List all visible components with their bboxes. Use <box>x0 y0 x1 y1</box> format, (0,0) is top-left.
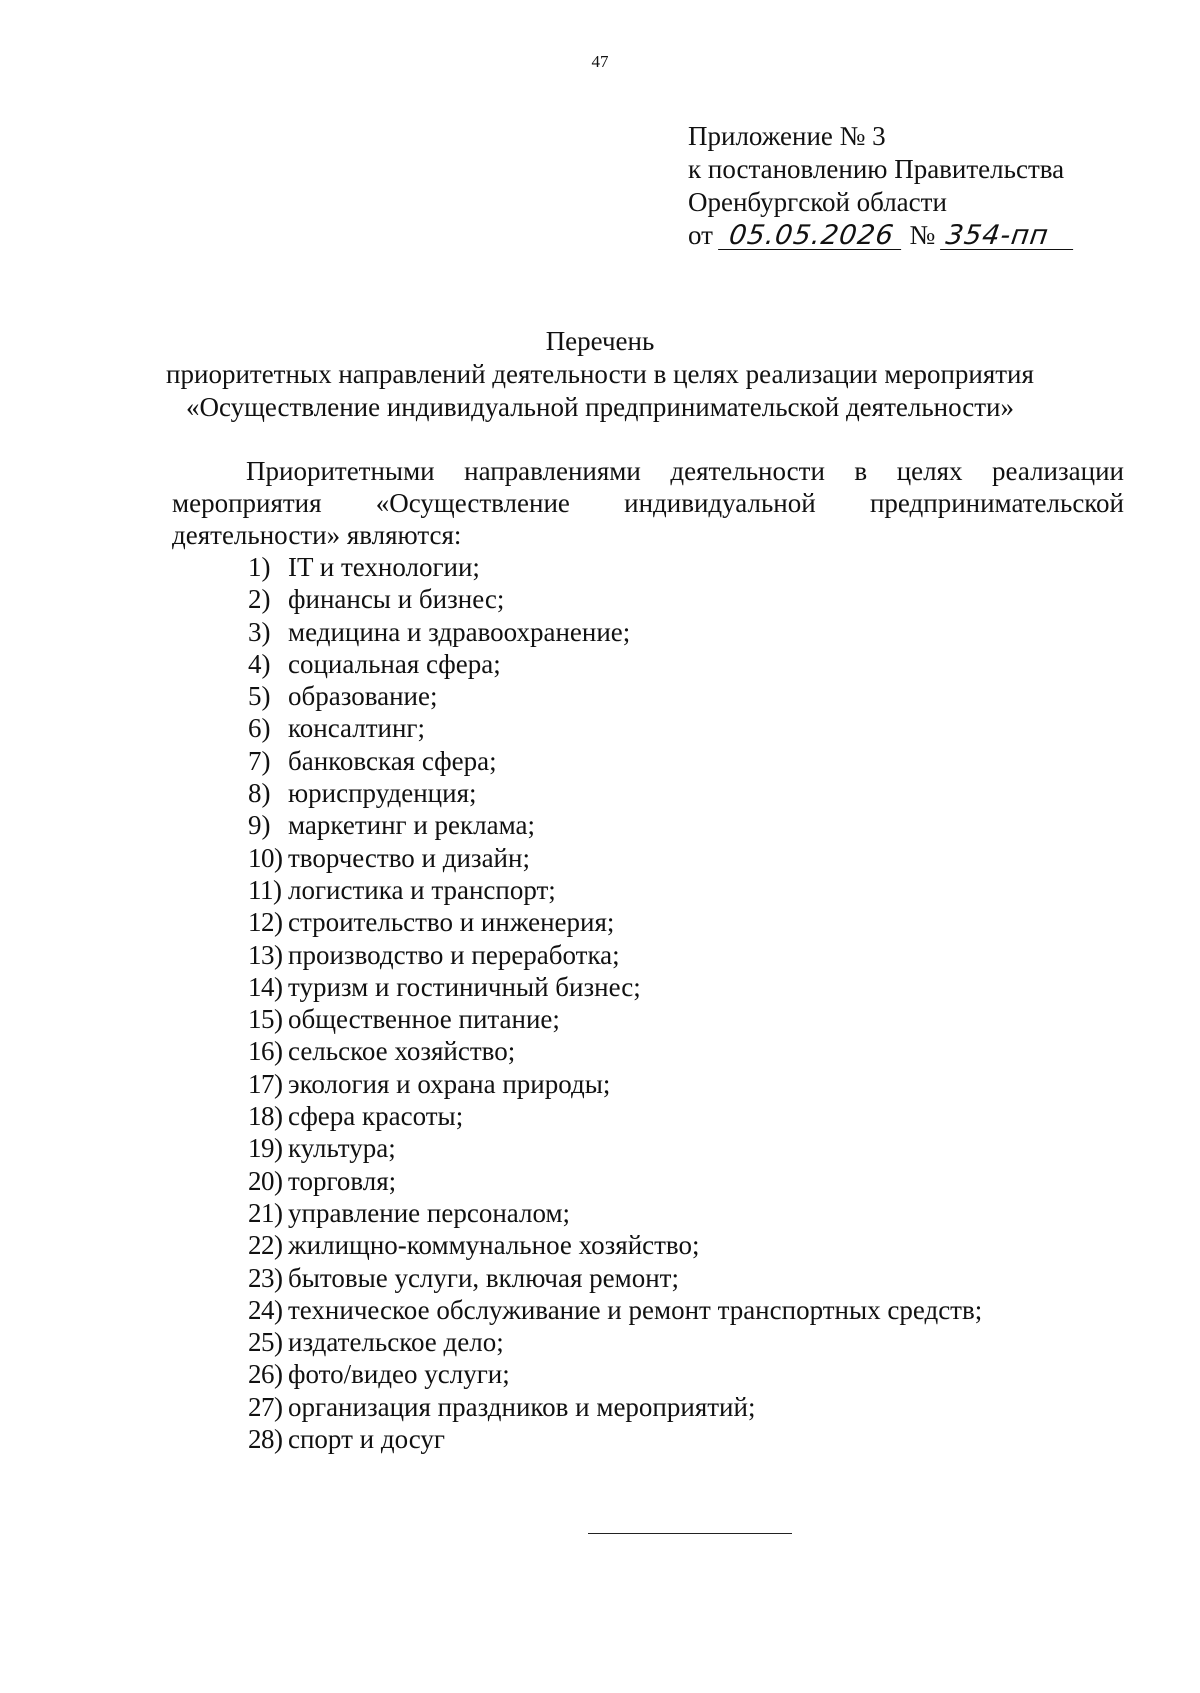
list-item-number: 19) <box>248 1133 283 1164</box>
list-item-number: 9) <box>248 810 271 841</box>
intro-line-1: Приоритетными направлениями деятельности в целях реализации <box>246 456 1124 486</box>
list-item <box>248 1391 982 1423</box>
list-item-number: 20) <box>248 1165 283 1196</box>
document-title <box>0 325 1200 424</box>
list-item-text: техническое обслуживание и ремонт транспортных средств; <box>288 1294 983 1325</box>
list-item-number: 12) <box>248 907 283 938</box>
list-item-number: 13) <box>248 939 283 970</box>
list-item <box>248 842 982 874</box>
list-item-text: экология и охрана природы; <box>288 1068 611 1099</box>
list-item <box>248 1262 982 1294</box>
list-item-number: 22) <box>248 1230 283 1261</box>
priority-list <box>248 551 982 1455</box>
list-item-number: 6) <box>248 713 271 744</box>
list-item <box>248 906 982 938</box>
list-item <box>248 1165 982 1197</box>
list-item-number: 4) <box>248 648 271 679</box>
list-item <box>248 874 982 906</box>
list-item <box>248 809 982 841</box>
list-item-text: жилищно-коммунальное хозяйство; <box>288 1230 700 1261</box>
list-item <box>248 680 982 712</box>
list-item-number: 2) <box>248 584 271 615</box>
number-label: № <box>909 220 936 250</box>
list-item-text: маркетинг и реклама; <box>288 810 535 841</box>
title-line-3: «Осуществление индивидуальной предпринимательской деятельности» <box>185 392 1015 422</box>
list-item-text: управление персоналом; <box>288 1197 571 1228</box>
list-item-text: производство и переработка; <box>288 939 620 970</box>
title-line-2: приоритетных направлений деятельности в целях реализации мероприятия <box>166 359 1034 389</box>
list-item-text: финансы и бизнес; <box>288 584 505 615</box>
end-rule <box>588 1533 792 1534</box>
list-item-text: юриспруденция; <box>288 778 477 809</box>
list-item-text: спорт и досуг <box>288 1424 445 1455</box>
list-item-text: общественное питание; <box>288 1004 560 1035</box>
list-item-text: бытовые услуги, включая ремонт; <box>288 1262 679 1293</box>
appendix-reference: к постановлению Правительства <box>688 154 1065 184</box>
list-item-number: 23) <box>248 1262 283 1293</box>
list-item-text: издательское дело; <box>288 1327 504 1358</box>
list-item-text: образование; <box>288 681 438 712</box>
list-item-number: 16) <box>248 1036 283 1067</box>
list-item <box>248 1100 982 1132</box>
list-item <box>248 1294 982 1326</box>
intro-line-2: мероприятия «Осуществление индивидуальной предпринимательской <box>172 488 1124 518</box>
list-item-number: 7) <box>248 745 271 776</box>
handwritten-date: 05.05.2026 <box>718 222 905 250</box>
list-item <box>248 1423 982 1455</box>
list-item-text: организация праздников и мероприятий; <box>288 1391 756 1422</box>
list-item-number: 26) <box>248 1359 283 1390</box>
list-item-number: 15) <box>248 1004 283 1035</box>
list-item-text: торговля; <box>288 1165 397 1196</box>
list-item-number: 28) <box>248 1424 283 1455</box>
list-item <box>248 745 982 777</box>
list-item-number: 17) <box>248 1068 283 1099</box>
list-item-number: 10) <box>248 842 283 873</box>
list-item <box>248 1003 982 1035</box>
list-item-number: 8) <box>248 778 271 809</box>
list-item <box>248 1358 982 1390</box>
appendix-header <box>688 120 1075 252</box>
list-item <box>248 1326 982 1358</box>
list-item-text: медицина и здравоохранение; <box>288 616 631 647</box>
list-item-text: социальная сфера; <box>288 648 501 679</box>
list-item-number: 24) <box>248 1294 283 1325</box>
list-item-text: логистика и транспорт; <box>288 874 556 905</box>
list-item-number: 1) <box>248 552 271 582</box>
list-item-number: 11) <box>248 874 282 905</box>
list-item-number: 18) <box>248 1101 283 1132</box>
list-item-number: 14) <box>248 971 283 1002</box>
title-line-1: Перечень <box>545 326 655 356</box>
list-item-number: 27) <box>248 1391 283 1422</box>
handwritten-number: 354-пп <box>940 222 1077 250</box>
list-item-text: творчество и дизайн; <box>288 842 530 873</box>
intro-paragraph <box>172 455 1124 551</box>
list-item <box>248 939 982 971</box>
list-item <box>248 551 982 583</box>
appendix-title: Приложение № 3 <box>688 121 886 151</box>
appendix-region: Оренбургской области <box>688 187 947 217</box>
list-item <box>248 1035 982 1067</box>
list-item-text: консалтинг; <box>288 713 425 744</box>
list-item <box>248 712 982 744</box>
list-item <box>248 1068 982 1100</box>
list-item-text: сфера красоты; <box>288 1101 464 1132</box>
list-item-text: фото/видео услуги; <box>288 1359 510 1390</box>
appendix-date-line <box>688 219 1075 252</box>
list-item <box>248 1197 982 1229</box>
from-label: от <box>688 220 713 250</box>
list-item-text: банковская сфера; <box>288 745 497 776</box>
list-item <box>248 777 982 809</box>
list-item <box>248 1132 982 1164</box>
list-item-text: IT и технологии; <box>288 552 480 582</box>
list-item <box>248 648 982 680</box>
list-item-text: сельское хозяйство; <box>288 1036 516 1067</box>
list-item <box>248 583 982 615</box>
list-item-text: культура; <box>288 1133 396 1164</box>
list-item-number: 5) <box>248 681 271 712</box>
page-number: 47 <box>591 52 609 71</box>
list-item-text: туризм и гостиничный бизнес; <box>288 971 641 1002</box>
list-item <box>248 1229 982 1261</box>
list-item <box>248 971 982 1003</box>
list-item-number: 21) <box>248 1197 283 1228</box>
intro-line-3: деятельности» являются: <box>172 520 462 550</box>
list-item-number: 3) <box>248 616 271 647</box>
list-item-text: строительство и инженерия; <box>288 907 615 938</box>
list-item-number: 25) <box>248 1327 283 1358</box>
list-item <box>248 616 982 648</box>
